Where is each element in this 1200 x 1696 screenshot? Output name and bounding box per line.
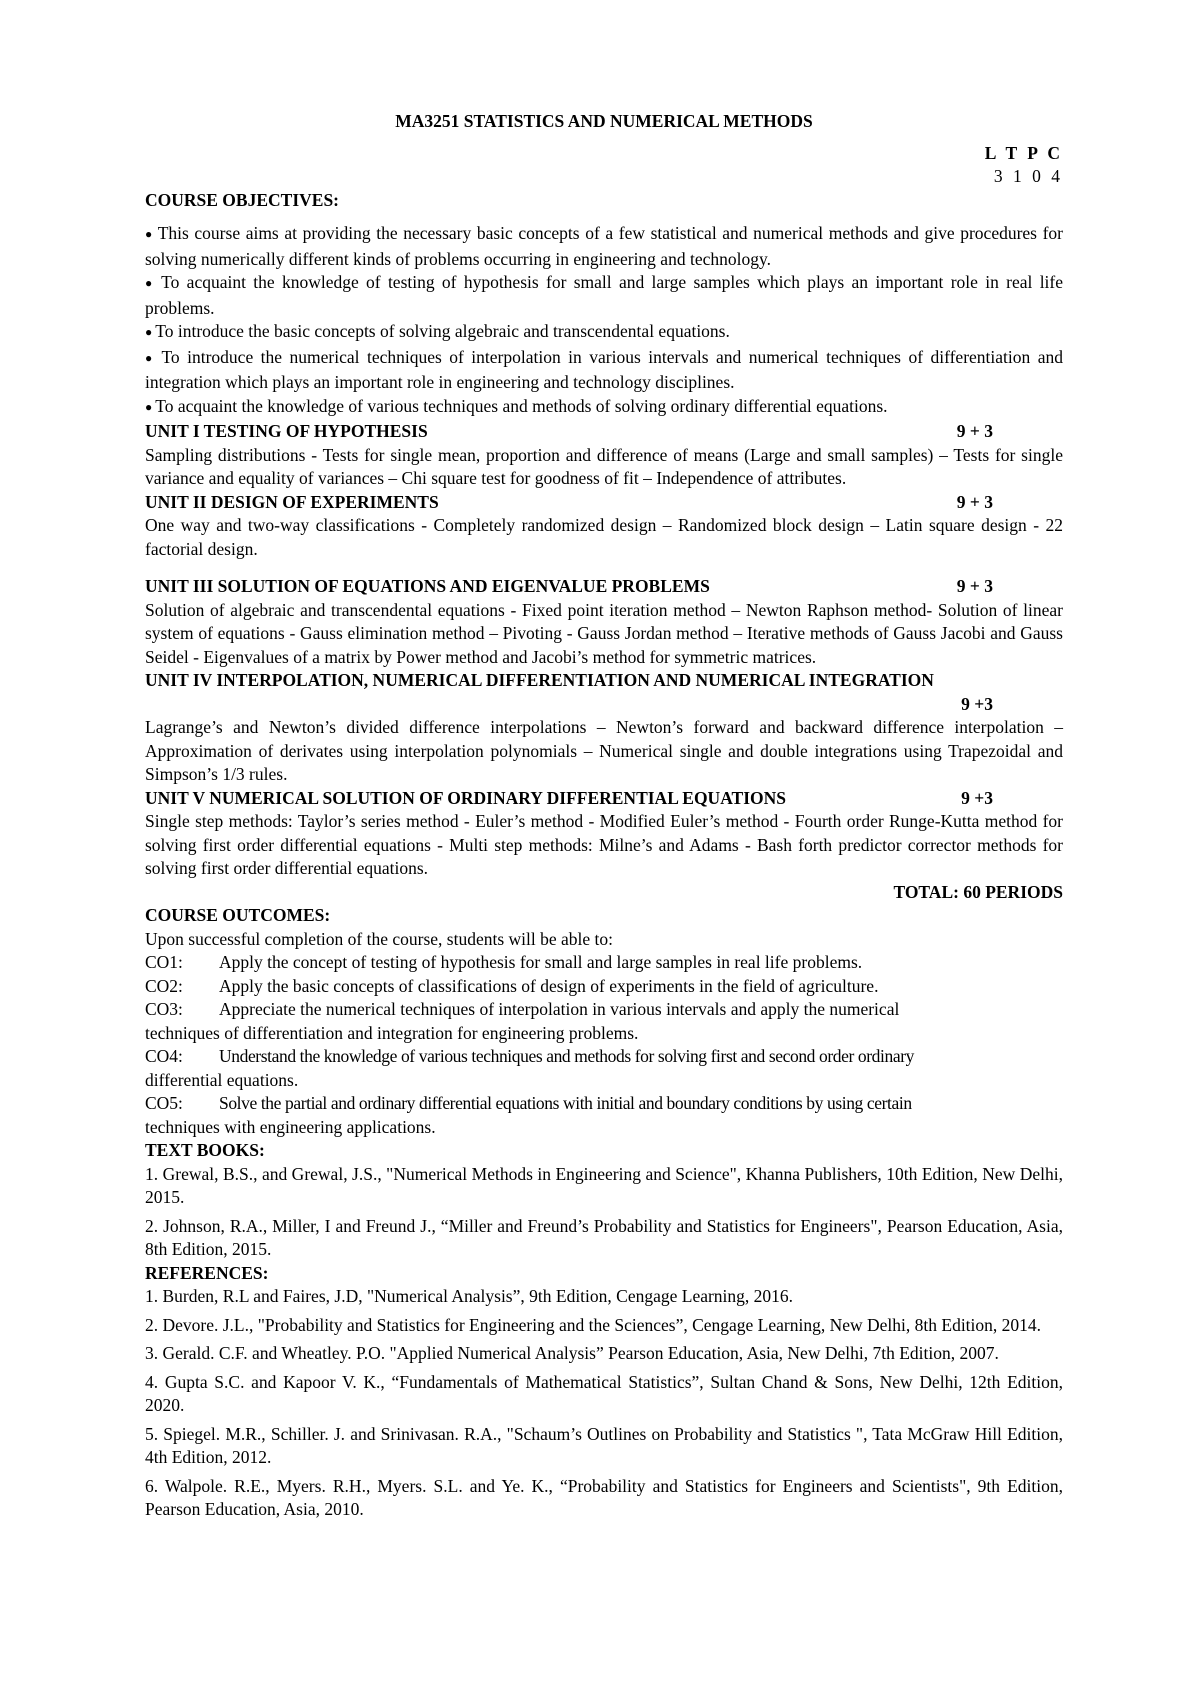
unit-hours: 9 +3 — [961, 693, 993, 714]
outcome-label: CO2: — [145, 975, 183, 996]
outcome-text-continued: techniques of differentiation and integration for engineering problems. — [145, 1022, 639, 1043]
outcome-label: CO3: — [145, 999, 183, 1019]
objective-item: ● To acquaint the knowledge of various techniques and methods of solving ordinary differential equations. — [145, 395, 1063, 421]
textbook-item: 2. Johnson, R.A., Miller, I and Freund J., “Miller and Freund’s Probability and Statistics for Engineers", Pearson Education, Asia, 8th Edition, 2015. — [145, 1215, 1063, 1259]
ltpc-label: L T P C — [984, 142, 1063, 163]
outcome-label: CO5: — [145, 1093, 183, 1113]
reference-item: 2. Devore. J.L., "Probability and Statistics for Engineering and the Sciences”, Cengage Learning, New Delhi, 8th Edition, 2014. — [145, 1314, 1042, 1335]
outcome-text: Appreciate the numerical techniques of interpolation in various intervals and apply the numerical — [219, 999, 900, 1019]
unit-title: UNIT III SOLUTION OF EQUATIONS AND EIGENVALUE PROBLEMS — [145, 576, 710, 596]
outcome-text-continued: differential equations. — [145, 1069, 299, 1090]
outcome-text: Understand the knowledge of various techniques and methods for solving first and second order ordinary — [219, 1046, 914, 1066]
outcome-item — [145, 975, 1063, 999]
objective-item: ● To introduce the basic concepts of solving algebraic and transcendental equations. — [145, 320, 1063, 346]
unit-header — [145, 575, 1063, 599]
unit-header — [145, 787, 1063, 811]
outcome-item — [145, 1045, 1063, 1069]
objectives-heading: COURSE OBJECTIVES: — [145, 189, 340, 210]
outcome-item — [145, 1092, 1063, 1116]
reference-item: 5. Spiegel. M.R., Schiller. J. and Srinivasan. R.A., "Schaum’s Outlines on Probability and Statistics ", Tata McGraw Hill Edition, 4th Edition, 2012. — [145, 1423, 1063, 1467]
unit-header — [145, 420, 1063, 444]
unit-title: UNIT V NUMERICAL SOLUTION OF ORDINARY DIFFERENTIAL EQUATIONS — [145, 787, 786, 808]
reference-item: 6. Walpole. R.E., Myers. R.H., Myers. S.L. and Ye. K., “Probability and Statistics for Engineers and Scientists", 9th Edition, Pearson Education, Asia, 2010. — [145, 1475, 1063, 1519]
unit-content: Single step methods: Taylor’s series method - Euler’s method - Modified Euler’s method - Fourth order Runge-Kutta method for solving first order differential equations - Multi step methods: Milne’s and Adams - Bash forth predictor corrector methods for solving first order differential equations. — [145, 811, 1063, 878]
unit-content: Lagrange’s and Newton’s divided difference interpolations – Newton’s forward and backward difference interpolation – Approximation of derivates using interpolation polynomials – Numerical single and double integrations using Trapezoidal and Simpson’s 1/3 rules. — [145, 717, 1063, 784]
textbook-item: 1. Grewal, B.S., and Grewal, J.S., "Numerical Methods in Engineering and Science", Khanna Publishers, 10th Edition, New Delhi, 2015. — [145, 1163, 1063, 1207]
outcome-item — [145, 951, 1063, 975]
unit-hours: 9 + 3 — [956, 421, 993, 441]
reference-item: 3. Gerald. C.F. and Wheatley. P.O. "Applied Numerical Analysis” Pearson Education, Asia, New Delhi, 7th Edition, 2007. — [145, 1343, 999, 1363]
unit-hours: 9 + 3 — [956, 491, 993, 512]
references-heading: REFERENCES: — [145, 1262, 269, 1283]
unit-hours: 9 +3 — [961, 787, 993, 808]
ltpc-values: 3 1 0 4 — [993, 166, 1063, 186]
textbooks-heading: TEXT BOOKS: — [145, 1140, 265, 1160]
syllabus-page — [145, 110, 1063, 1527]
outcomes-intro: Upon successful completion of the course, students will be able to: — [145, 928, 614, 949]
outcome-label: CO1: — [145, 952, 183, 972]
total-periods: TOTAL: 60 PERIODS — [893, 881, 1063, 902]
objective-item: ● To acquaint the knowledge of testing of hypothesis for small and large samples which plays an important role in real life problems. — [145, 271, 1063, 320]
outcome-text: Solve the partial and ordinary differential equations with initial and boundary conditions by using certain — [219, 1093, 912, 1113]
reference-item: 4. Gupta S.C. and Kapoor V. K., “Fundamentals of Mathematical Statistics”, Sultan Chand & Sons, New Delhi, 12th Edition, 2020. — [145, 1371, 1063, 1415]
unit-content: One way and two-way classifications - Completely randomized design – Randomized block design – Latin square design - 22 factorial design. — [145, 515, 1063, 559]
page-title: MA3251 STATISTICS AND NUMERICAL METHODS — [395, 111, 813, 131]
outcomes-heading: COURSE OUTCOMES: — [145, 905, 331, 925]
unit-title: UNIT IV INTERPOLATION, NUMERICAL DIFFERENTIATION AND NUMERICAL INTEGRATION — [145, 670, 934, 690]
unit-hours: 9 + 3 — [956, 576, 993, 596]
unit-content: Sampling distributions - Tests for single mean, proportion and difference of means (Large and small samples) – Tests for single variance and equality of variances – Chi square test for goodness of fit – Independence of attributes. — [145, 444, 1063, 488]
outcome-label: CO4: — [145, 1046, 183, 1066]
unit-title: UNIT I TESTING OF HYPOTHESIS — [145, 421, 428, 441]
reference-item: 1. Burden, R.L and Faires, J.D, "Numerical Analysis”, 9th Edition, Cengage Learning, 2016. — [145, 1286, 794, 1306]
objective-item: ● To introduce the numerical techniques of interpolation in various intervals and numerical techniques of differentiation and integration which plays an important role in engineering and technology disciplines. — [145, 346, 1063, 395]
outcome-text-continued: techniques with engineering applications. — [145, 1116, 436, 1137]
objective-item: ● This course aims at providing the necessary basic concepts of a few statistical and numerical methods and give procedures for solving numerically different kinds of problems occurring in engineering and technology. — [145, 222, 1063, 271]
outcome-text: Apply the basic concepts of classifications of design of experiments in the field of agriculture. — [219, 975, 879, 996]
unit-header — [145, 491, 1063, 515]
outcome-item — [145, 998, 1063, 1022]
outcome-text: Apply the concept of testing of hypothesis for small and large samples in real life problems. — [219, 952, 863, 972]
unit-content: Solution of algebraic and transcendental equations - Fixed point iteration method – Newton Raphson method- Solution of linear system of equations - Gauss elimination method – Pivoting - Gauss Jordan method – Iterative methods of Gauss Jacobi and Gauss Seidel - Eigenvalues of a matrix by Power method and Jacobi’s method for symmetric matrices. — [145, 599, 1063, 667]
unit-title: UNIT II DESIGN OF EXPERIMENTS — [145, 491, 439, 512]
